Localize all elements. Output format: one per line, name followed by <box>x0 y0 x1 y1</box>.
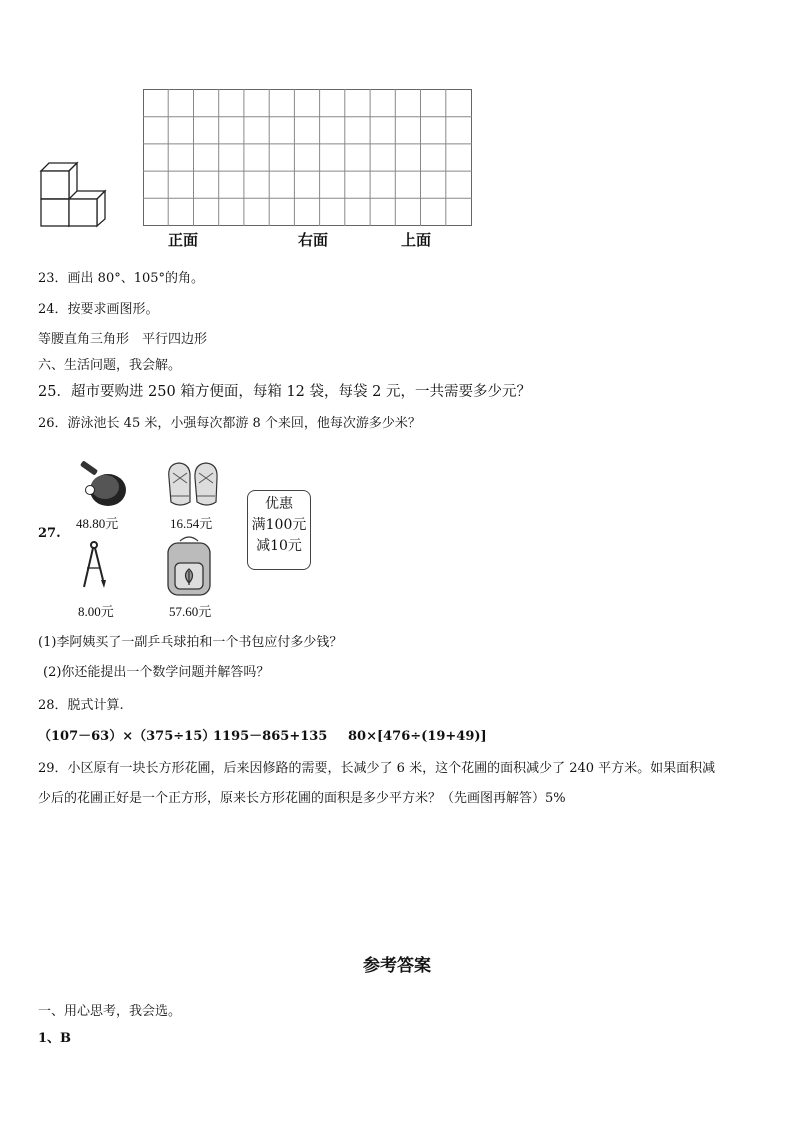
backpack-icon <box>160 533 218 599</box>
question-29-line-1: 29．小区原有一块长方形花圃，后来因修路的需要，长减少了 6 米，这个花圃的面积减少了 240 平方米。如果面积减 <box>38 761 716 776</box>
promo-line-2: 减10元 <box>256 538 302 554</box>
view-label-front: 正面 <box>168 231 199 249</box>
answer-1: 1、B <box>38 1031 72 1046</box>
price-compass: 8.00元 <box>78 604 114 619</box>
question-27-part-2: (2)你还能提出一个数学问题并解答吗？ <box>43 665 270 680</box>
promotion-box <box>247 490 311 570</box>
cube-stack-figure <box>38 158 112 228</box>
q28-expression-3: 80×[476÷(19+49)] <box>348 729 487 744</box>
question-25: 25．超市要购进 250 箱方便面，每箱 12 袋，每袋 2 元，一共需要多少元？ <box>38 384 531 400</box>
price-paddle: 48.80元 <box>76 516 119 531</box>
price-gloves: 16.54元 <box>170 516 213 531</box>
answers-section-1: 一、用心思考，我会选。 <box>38 1004 182 1019</box>
q28-expression-1: （107－63）×（375÷15） <box>38 729 216 744</box>
view-label-top: 上面 <box>401 231 432 249</box>
ping-pong-paddle-icon <box>76 460 132 510</box>
promo-line-1: 满100元 <box>251 517 307 533</box>
question-29-line-2: 少后的花圃正好是一个正方形，原来长方形花圃的面积是多少平方米？（先画图再解答）5% <box>38 791 566 806</box>
question-28-title: 28．脱式计算. <box>38 698 124 713</box>
view-label-right: 右面 <box>298 231 329 249</box>
drawing-grid[interactable] <box>143 89 473 227</box>
question-27-part-1: (1)李阿姨买了一副乒乓球拍和一个书包应付多少钱？ <box>38 635 343 650</box>
answers-title: 参考答案 <box>363 956 431 976</box>
gloves-icon <box>163 458 223 512</box>
compass-tool-icon <box>78 540 110 592</box>
promo-title: 优惠 <box>265 496 293 512</box>
q28-expression-2: 1195－865+135 <box>213 729 328 744</box>
question-24-shapes: 等腰直角三角形 平行四边形 <box>38 332 208 347</box>
question-26: 26．游泳池长 45 米，小强每次都游 8 个来回，他每次游多少米？ <box>38 416 421 431</box>
question-27-number: 27. <box>38 526 61 541</box>
question-24: 24．按要求画图形。 <box>38 302 159 317</box>
question-23: 23．画出 80°、105°的角。 <box>38 271 205 286</box>
section-6-heading: 六、生活问题，我会解。 <box>38 358 182 373</box>
price-backpack: 57.60元 <box>169 604 212 619</box>
